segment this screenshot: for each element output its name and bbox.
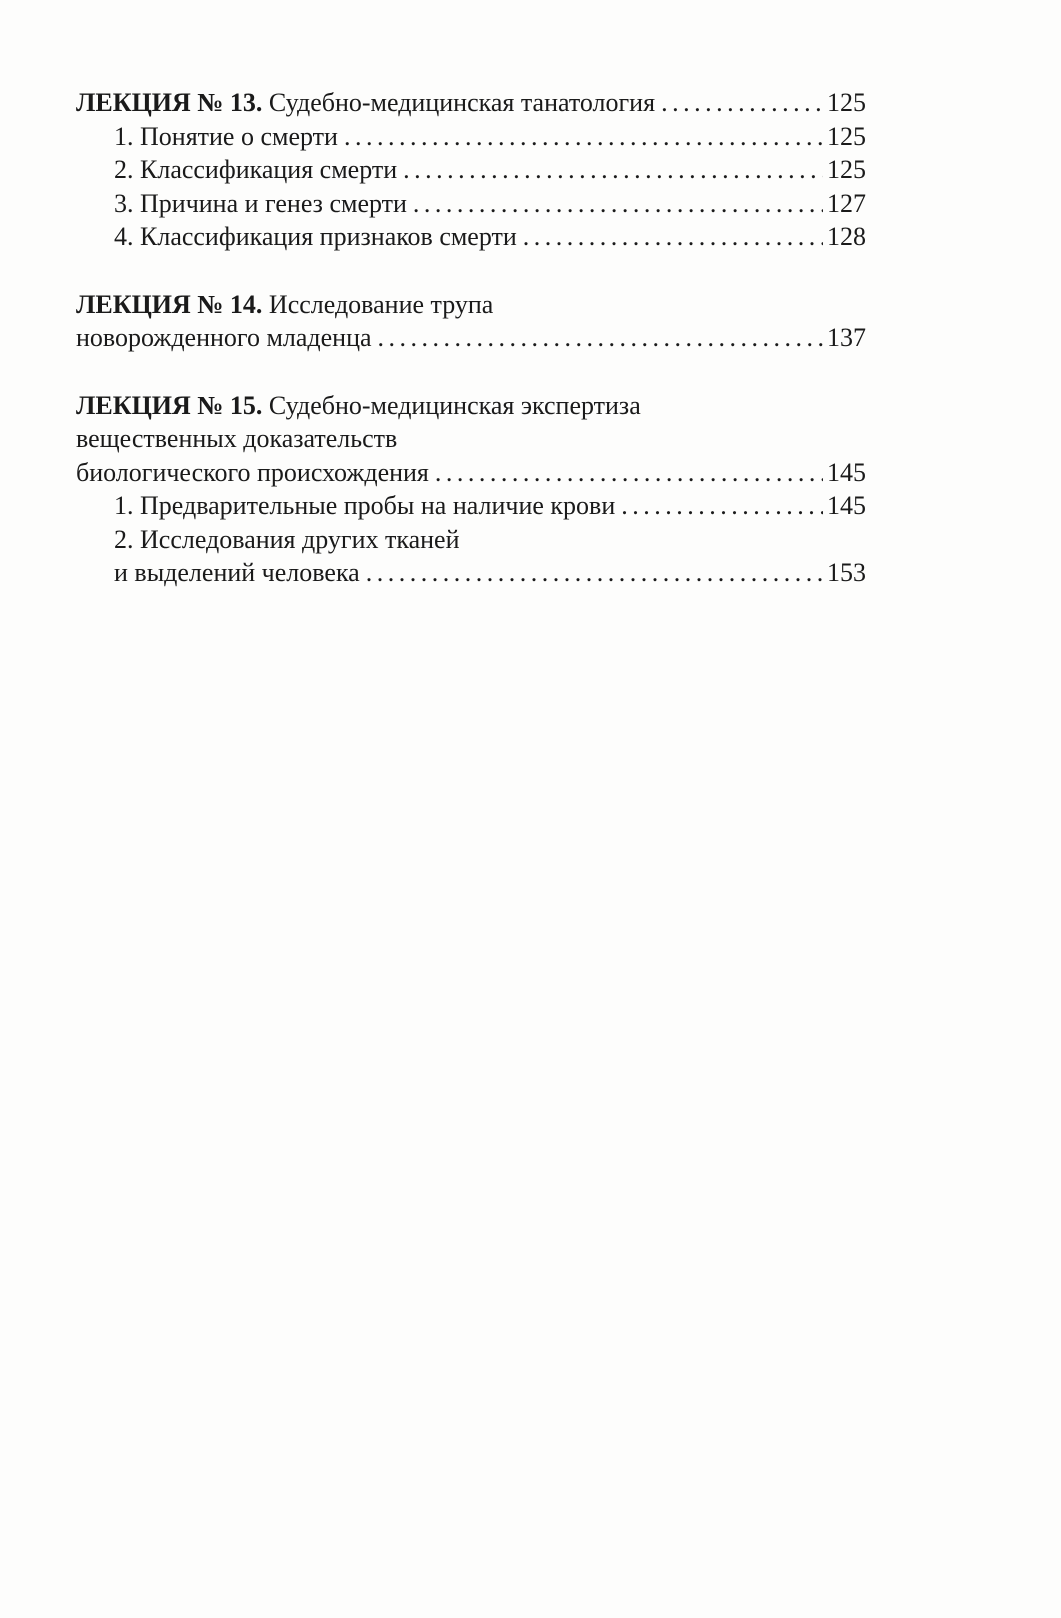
- dot-leader: [403, 153, 823, 187]
- toc-subentry: [76, 187, 866, 221]
- dot-leader: [413, 187, 823, 221]
- lecture-title: Исследование трупа: [262, 289, 494, 319]
- dot-leader: [523, 220, 823, 254]
- page-number: 153: [827, 558, 866, 587]
- subentry-title: 2. Классификация смерти: [114, 155, 398, 184]
- section-gap: [76, 254, 866, 288]
- dot-leader: [344, 120, 823, 154]
- subentry-title: 3. Причина и генез смерти: [114, 188, 407, 218]
- lecture-title-continued: новорожденного младенца: [76, 323, 372, 352]
- toc-subentry-continuation: [76, 556, 866, 590]
- toc-subentry: [76, 523, 866, 557]
- section-gap: [76, 355, 866, 389]
- lecture-label: ЛЕКЦИЯ № 13.: [76, 88, 263, 117]
- subentry-title: 1. Предварительные пробы на наличие крови: [114, 491, 616, 520]
- subentry-title: 1. Понятие о смерти: [114, 121, 338, 151]
- toc-entry-lecture-13: [76, 86, 866, 120]
- toc-subentry: [76, 153, 866, 187]
- toc-subentry: [76, 120, 866, 154]
- page-number: 128: [827, 222, 866, 251]
- page-number: 127: [827, 188, 866, 218]
- page-number: 125: [827, 155, 866, 184]
- page-number: 125: [827, 121, 866, 151]
- lecture-title-continued: вещественных доказательств: [76, 424, 398, 453]
- page-number: 145: [827, 491, 866, 520]
- toc-entry-lecture-15: [76, 389, 866, 423]
- lecture-title: Судебно-медицинская танатология: [262, 88, 656, 117]
- toc-entry-continuation: [76, 321, 866, 355]
- toc-entry-continuation: [76, 456, 866, 490]
- toc-entry-continuation: [76, 422, 866, 456]
- lecture-label: ЛЕКЦИЯ № 15.: [76, 390, 263, 420]
- lecture-label: ЛЕКЦИЯ № 14.: [76, 289, 263, 319]
- toc-entry-lecture-14: [76, 288, 866, 322]
- toc-subentry: [76, 220, 866, 254]
- subentry-title: 2. Исследования других тканей: [114, 524, 460, 554]
- table-of-contents: [76, 86, 866, 590]
- lecture-title-continued: биологического происхождения: [76, 457, 429, 487]
- subentry-title-continued: и выделений человека: [114, 558, 360, 587]
- lecture-title: Судебно-медицинская экспертиза: [262, 390, 641, 420]
- page-number: 125: [827, 88, 866, 117]
- dot-leader: [661, 86, 823, 120]
- page-number: 145: [827, 457, 866, 487]
- dot-leader: [435, 456, 823, 490]
- subentry-title: 4. Классификация признаков смерти: [114, 222, 517, 251]
- dot-leader: [621, 489, 823, 523]
- toc-subentry: [76, 489, 866, 523]
- page-number: 137: [827, 323, 866, 352]
- dot-leader: [366, 556, 823, 590]
- dot-leader: [378, 321, 823, 355]
